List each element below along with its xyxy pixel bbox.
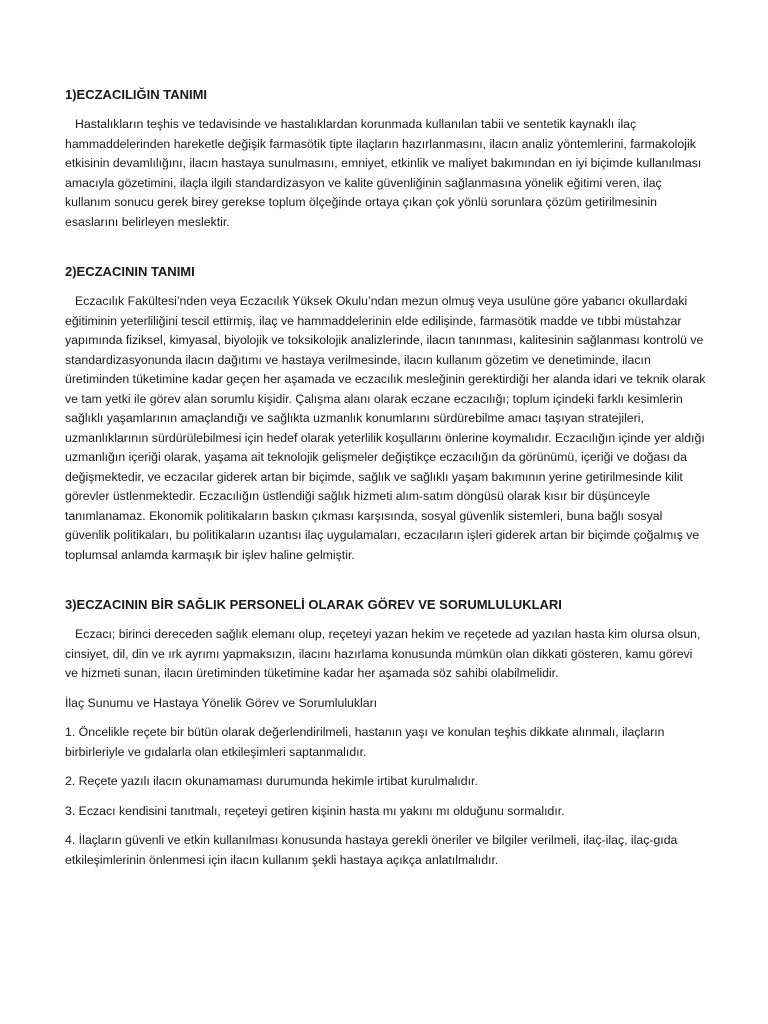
section-2-title: 2)ECZACININ TANIMI [65, 264, 195, 279]
list-item: 1. Öncelikle reçete bir bütün olarak değerlendirilmeli, hastanın yaşı ve konulan teşhis dikkate alınmalı, ilaçların birbirleriyle ve gıdalarla olan etkileşimleri saptanmalıdır. [65, 725, 665, 759]
section-2-body: Eczacılık Fakültesi’nden veya Eczacılık Yüksek Okulu’ndan mezun olmuş veya usulüne göre yabancı okullardaki eğitiminin yeterliliğini tescil ettirmiş, ilaç ve hammaddelerinin elde edilişinde, farmasötik madde ve tıbbi müstahzar yapımında fiziksel, kimyasal, biyolojik ve toksikolojik analizlerinde, ilacın tanınması, kalitesinin sağlanması kontrolü ve standardizasyonunda ilacın dağıtımı ve hastaya verilmesinde, ilacın kullanım gözetim ve denetiminde, ilacın üretiminden tüketimine kadar geçen her aşamada ve eczacılık mesleğinin gerektirdiği her alanda idari ve teknik olarak ve tam yetki ile görev alan sorumlu kişidir. Çalışma alanı olarak eczane eczacılığı; toplum içindeki farklı kesimlerin sağlıklı yaşamlarının amaçlandığı ve sağlıkta uzmanlık konumlarını sürdürebilme amacı taşıyan stratejileri, uzmanlıklarının sürdürülebilmesi için hedef olarak yeterlilik koşullarını önlerine koymalıdır. Eczacılığın içinde yer aldığı uzmanlığın içeriği olarak, yaşama ait teknolojik gelişmeler değiştikçe eczacılığın da görünümü, içeriği ve doğası da değişmektedir, ve eczacılar giderek artan bir biçimde, sağlık ve sağlıklı yaşam bakımının yerine getirilmesinde kilit görevler üstlenmektedir. Eczacılığın üstlendiği sağlık hizmeti alım-satım döngüsü olarak kısır bir düşünceyle tanımlanamaz. Ekonomik politikaların baskın çıkması karşısında, sosyal güvenlik sistemleri, buna bağlı sosyal güvenlik politikaları, bu politikaların uzantısı ilaç uygulamaları, eczacıların işleri giderek artan bir biçimde çoğalmış ve toplumsal anlamda karmaşık bir işlev haline gelmiştir. [65, 294, 706, 562]
list-item: 3. Eczacı kendisini tanıtmalı, reçeteyi getiren kişinin hasta mı yakını mı olduğunu sormalıdır. [65, 803, 565, 818]
section-3-body: Eczacı; birinci dereceden sağlık elemanı olup, reçeteyi yazan hekim ve reçetede ad yazılan hasta kim olursa olsun, cinsiyet, dil, din ve ırk ayrımı yapmaksızın, ilacını hazırlama konusunda mümkün olan dikkati gösteren, kamu görevi ve hizmeti sunan, ilacın üretiminden tüketimine kadar her aşamada söz sahibi olabilmelidir. [65, 627, 701, 680]
subsection-title: İlaç Sunumu ve Hastaya Yönelik Görev ve Sorumlulukları [65, 695, 378, 710]
list-item: 2. Reçete yazılı ilacın okunamaması durumunda hekimle irtibat kurulmalıdır. [65, 774, 478, 788]
section-1-body: Hastalıkların teşhis ve tedavisinde ve hastalıklardan korunmada kullanılan tabii ve sentetik kaynaklı ilaç hammaddelerinden hareketle değişik farmasötik tipte ilaçların hazırlanmasını, ilacın analiz yöntemlerini, farmakolojik etkisinin devamlılığını, ilacın hastaya sunulmasını, emniyet, etkinlik ve maliyet bakımından en iyi biçimde kullanılması amacıyla gözetimini, ilaçla ilgili standardizasyon ve kalite güvenliğinin sağlanmasına yönelik eğitimi veren, ilaç kullanım sonucu gerek birey gerekse toplum ölçeğinde ortaya çıkan çok yönlü sorunlara çözüm getirilmesinin esaslarını belirleyen meslektir. [65, 117, 702, 229]
section-3-title: 3)ECZACININ BİR SAĞLIK PERSONELİ OLARAK GÖREV VE SORUMLULUKLARI [65, 597, 562, 612]
list-item: 4. İlaçların güvenli ve etkin kullanılması konusunda hastaya gerekli öneriler ve bilgiler verilmeli, ilaç-ilaç, ilaç-gıda etkileşimlerinin önlenmesi için ilacın kullanım şekli hastaya açıkça anlatılmalıdır. [65, 833, 678, 867]
section-1-title: 1)ECZACILIĞIN TANIMI [65, 87, 208, 102]
